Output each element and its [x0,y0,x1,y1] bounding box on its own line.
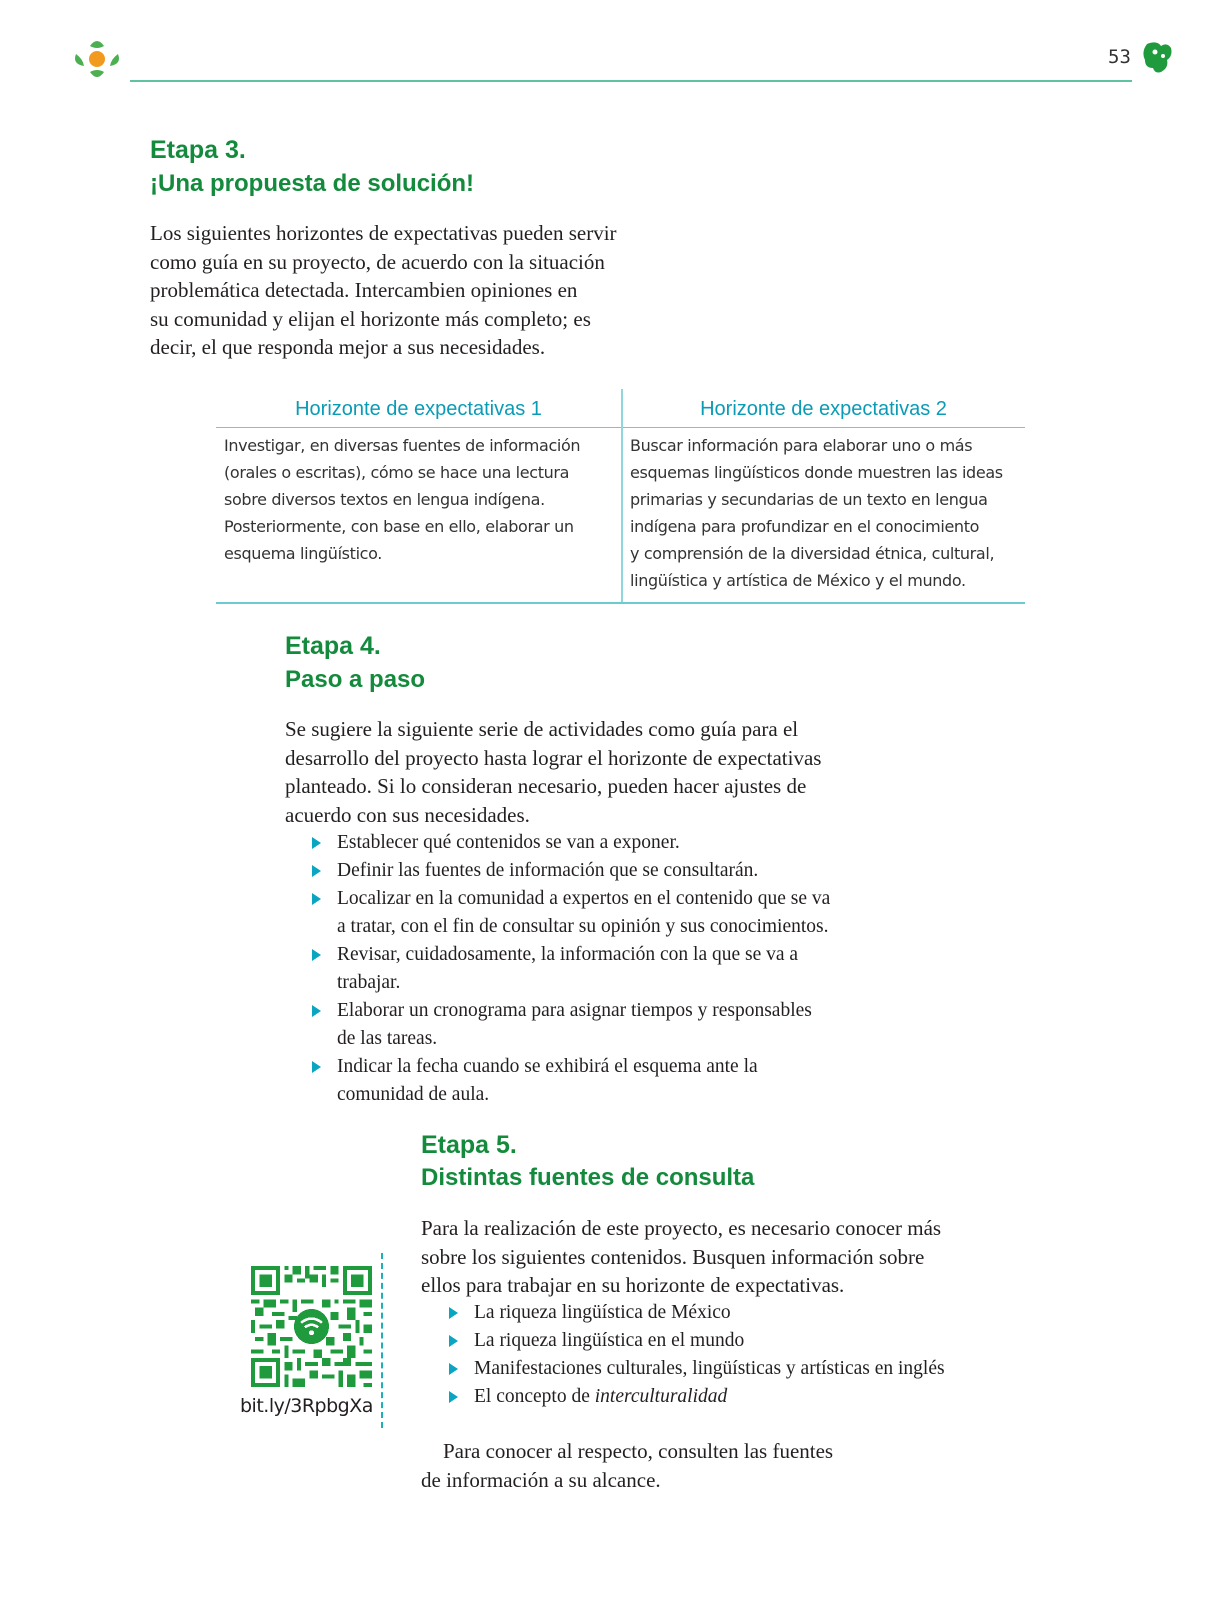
cell-line: primarias y secundarias de un texto en lengua [630,490,988,509]
table-column-divider [621,389,623,603]
list-item-line: a tratar, con el fin de consultar su opinión y sus conocimientos. [337,916,829,937]
paragraph-line: de información a su alcance. [421,1467,661,1492]
cell-line: Posteriormente, con base en ello, elaborar un [224,517,574,536]
paragraph-line: problemática detectada. Intercambien opiniones en [150,278,578,302]
italic-term: interculturalidad [594,1386,728,1407]
bullet-triangle-icon [312,893,321,905]
list-item-line: Localizar en la comunidad a expertos en el contenido que se va [337,888,831,909]
etapa5-title: Etapa 5. [421,1131,517,1159]
list-item [449,1383,1009,1411]
list-item-line: La riqueza lingüística de México [474,1302,731,1323]
list-item-prefix: El concepto de [474,1386,595,1407]
qr-dashed-divider [381,1253,383,1428]
qr-short-link[interactable]: bit.ly/3RpbgXa [240,1395,373,1417]
list-item-line: Indicar la fecha cuando se exhibirá el esquema ante la [337,1056,758,1077]
list-item-line [474,1383,1009,1411]
list-item-line: Definir las fuentes de información que se consultarán. [337,860,759,881]
list-item-line: trabajar. [337,972,401,993]
bullet-triangle-icon [449,1307,458,1319]
cell-line: esquemas lingüísticos donde muestren las ideas [630,463,1003,482]
bullet-triangle-icon [312,1005,321,1017]
list-item [449,1327,1009,1355]
etapa4-activity-list [312,829,892,1109]
list-item [449,1355,1009,1383]
bullet-triangle-icon [312,1061,321,1073]
etapa5-closing-paragraph [421,1437,941,1494]
table-header-1: Horizonte de expectativas 1 [216,389,621,428]
paragraph-line: como guía en su proyecto, de acuerdo con la situación [150,249,605,274]
list-item-line: Establecer qué contenidos se van a exponer. [337,832,680,853]
table-cell-1 [216,428,621,567]
paragraph-line: planteado. Si lo consideran necesario, pueden hacer ajustes de [285,774,807,798]
cell-line: Buscar información para elaborar uno o más [630,436,973,455]
flower-logo-icon [72,34,124,84]
cell-line: Investigar, en diversas fuentes de información [224,436,581,455]
bullet-triangle-icon [449,1363,458,1375]
list-item-line: Revisar, cuidadosamente, la información con la que se va a [337,944,799,965]
paragraph-line: desarrollo del proyecto hasta lograr el horizonte de expectativas [285,745,822,770]
table-bottom-rule [216,602,1025,604]
paragraph-line: Los siguientes horizontes de expectativas pueden servir [150,221,617,245]
paragraph-line: acuerdo con sus necesidades. [285,802,530,827]
list-item [312,941,892,997]
table-column-1 [216,389,621,567]
etapa4-subtitle: Paso a paso [285,666,426,693]
etapa4-paragraph [285,715,885,829]
cell-line: esquema lingüístico. [224,544,383,563]
paragraph-line: Se sugiere la siguiente serie de actividades como guía para el [285,717,799,741]
etapa3-title: Etapa 3. [150,136,246,164]
paragraph-line: decir, el que responda mejor a sus necesidades. [150,335,546,359]
list-item-line: Manifestaciones culturales, lingüísticas y artísticas en inglés [474,1358,945,1379]
cell-line: lingüística y artística de México y el mundo. [630,571,966,590]
cell-line: (orales o escritas), cómo se hace una lectura [224,463,570,482]
paragraph-line: su comunidad y elijan el horizonte más completo; es [150,306,591,331]
page-number: 53 [1108,46,1131,68]
bullet-triangle-icon [312,949,321,961]
table-cell-2 [622,428,1025,594]
list-item-line: comunidad de aula. [337,1084,490,1105]
list-item [312,829,892,857]
list-item-line: La riqueza lingüística en el mundo [474,1330,745,1351]
paragraph-line: sobre los siguientes contenidos. Busquen información sobre [421,1244,925,1269]
paragraph-line: Para la realización de este proyecto, es necesario conocer más [421,1216,942,1240]
etapa3-paragraph [150,219,690,362]
list-item [449,1299,1009,1327]
list-item-line: Elaborar un cronograma para asignar tiempos y responsables [337,1000,812,1021]
bullet-triangle-icon [312,865,321,877]
etapa5-subtitle: Distintas fuentes de consulta [421,1164,755,1191]
green-glyph-icon [1143,40,1175,74]
etapa5-paragraph [421,1214,1001,1300]
list-item [312,1053,892,1109]
bullet-triangle-icon [312,837,321,849]
cell-line: indígena para profundizar en el conocimiento [630,517,980,536]
list-item [312,885,892,941]
paragraph-line: Para conocer al respecto, consulten las fuentes [443,1439,834,1463]
table-column-2 [622,389,1025,594]
header-rule [130,80,1132,82]
cell-line: sobre diversos textos en lengua indígena. [224,490,545,509]
list-item [312,857,892,885]
etapa3-subtitle: ¡Una propuesta de solución! [150,170,475,197]
list-item [312,997,892,1053]
etapa5-topic-list [449,1299,1009,1411]
list-item-line: de las tareas. [337,1028,438,1049]
etapa4-title: Etapa 4. [285,632,381,660]
cell-line: y comprensión de la diversidad étnica, cultural, [630,544,995,563]
paragraph-line: ellos para trabajar en su horizonte de expectativas. [421,1273,845,1297]
bullet-triangle-icon [449,1391,458,1403]
bullet-triangle-icon [449,1335,458,1347]
table-header-2: Horizonte de expectativas 2 [622,389,1025,428]
qr-code-icon[interactable] [251,1266,372,1387]
